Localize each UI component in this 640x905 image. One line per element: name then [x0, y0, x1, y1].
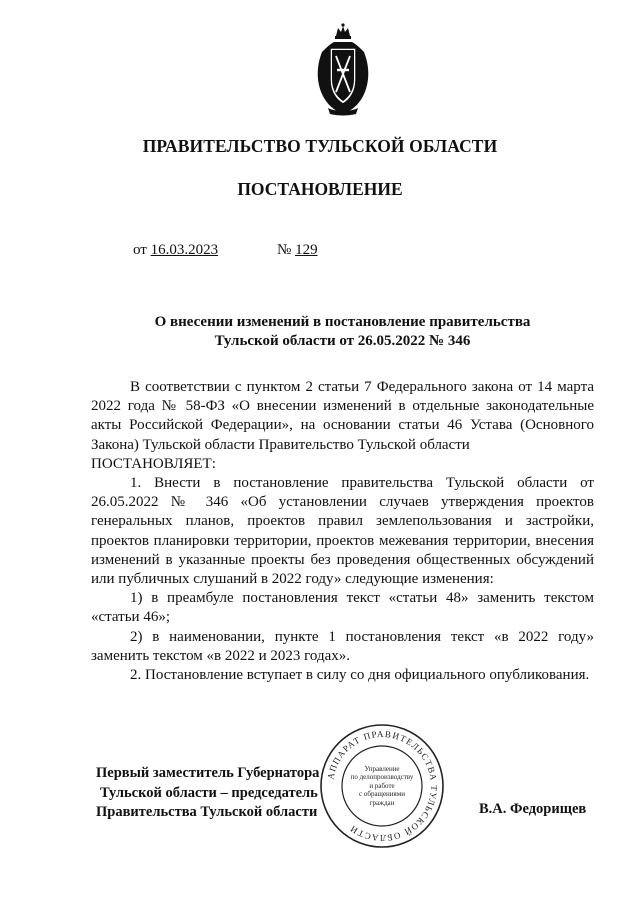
- stamp-line-3: и работе: [369, 781, 395, 790]
- stamp-center-text: [347, 765, 417, 807]
- item-1-2-paragraph: 2) в наименовании, пункте 1 постановления текст «в 2022 году» заменить текстом «в 2022 и 2023 годах».: [91, 628, 594, 664]
- date-value: 16.03.2023: [150, 242, 219, 258]
- stamp-line-1: Управление: [364, 765, 400, 773]
- position-line-1: Первый заместитель Губернатора: [96, 765, 320, 781]
- organization-title: ПРАВИТЕЛЬСТВО ТУЛЬСКОЙ ОБЛАСТИ: [142, 136, 498, 156]
- number-prefix: №: [277, 242, 292, 258]
- item-1-paragraph: 1. Внести в постановление правительства Тульской области от 26.05.2022 № 346 «Об установлении случаев утверждения проектов генеральных планов, проектов правил землепользования и застройки, проектов планировки территории, проектов межевания территории, внесения изменений в указанные проекты без проведения общественных обсуждений или публичных слушаний в 2022 году» следующие изменения:: [91, 475, 594, 588]
- resolves-word: ПОСТАНОВЛЯЕТ:: [91, 455, 216, 472]
- document-body: [91, 378, 594, 685]
- number-value: 129: [295, 242, 318, 258]
- stamp-line-2: по делопроизводству: [350, 773, 414, 782]
- coat-of-arms-emblem: [312, 22, 374, 118]
- stamp-line-5: граждан: [369, 798, 395, 807]
- subject-line-1: О внесении изменений в постановление правительства: [154, 314, 531, 330]
- document-type: ПОСТАНОВЛЕНИЕ: [237, 179, 403, 199]
- item-1-1-paragraph: 1) в преамбуле постановления текст «статьи 48» заменить текстом «статьи 46»;: [91, 590, 594, 626]
- position-line-3: Правительства Тульской области: [96, 804, 318, 820]
- document-date: [133, 242, 218, 259]
- stamp-ring-text: АППАРАТ ПРАВИТЕЛЬСТВА ТУЛЬСКОЙ ОБЛАСТИ: [325, 728, 440, 844]
- item-2-paragraph: 2. Постановление вступает в силу со дня официального опубликования.: [130, 667, 590, 684]
- position-line-2: Тульской области – председатель: [100, 784, 318, 801]
- document-subject: [100, 313, 585, 351]
- document-number: [277, 242, 318, 259]
- signatory-name: В.А. Федорищев: [479, 801, 587, 817]
- preamble-paragraph: В соответствии с пунктом 2 статьи 7 Федерального закона от 14 марта 2022 года № 58-ФЗ «О внесении изменений в отдельные законодательные акты Российской Федерации», на основании статьи 46 Устава (Основного Закона) Тульской области Правительство Тульской области: [91, 379, 594, 453]
- stamp-line-4: с обращениями: [359, 790, 405, 799]
- signatory-position: [96, 764, 319, 823]
- date-prefix: от: [133, 242, 147, 258]
- subject-line-2: Тульской области от 26.05.2022 № 346: [214, 333, 471, 349]
